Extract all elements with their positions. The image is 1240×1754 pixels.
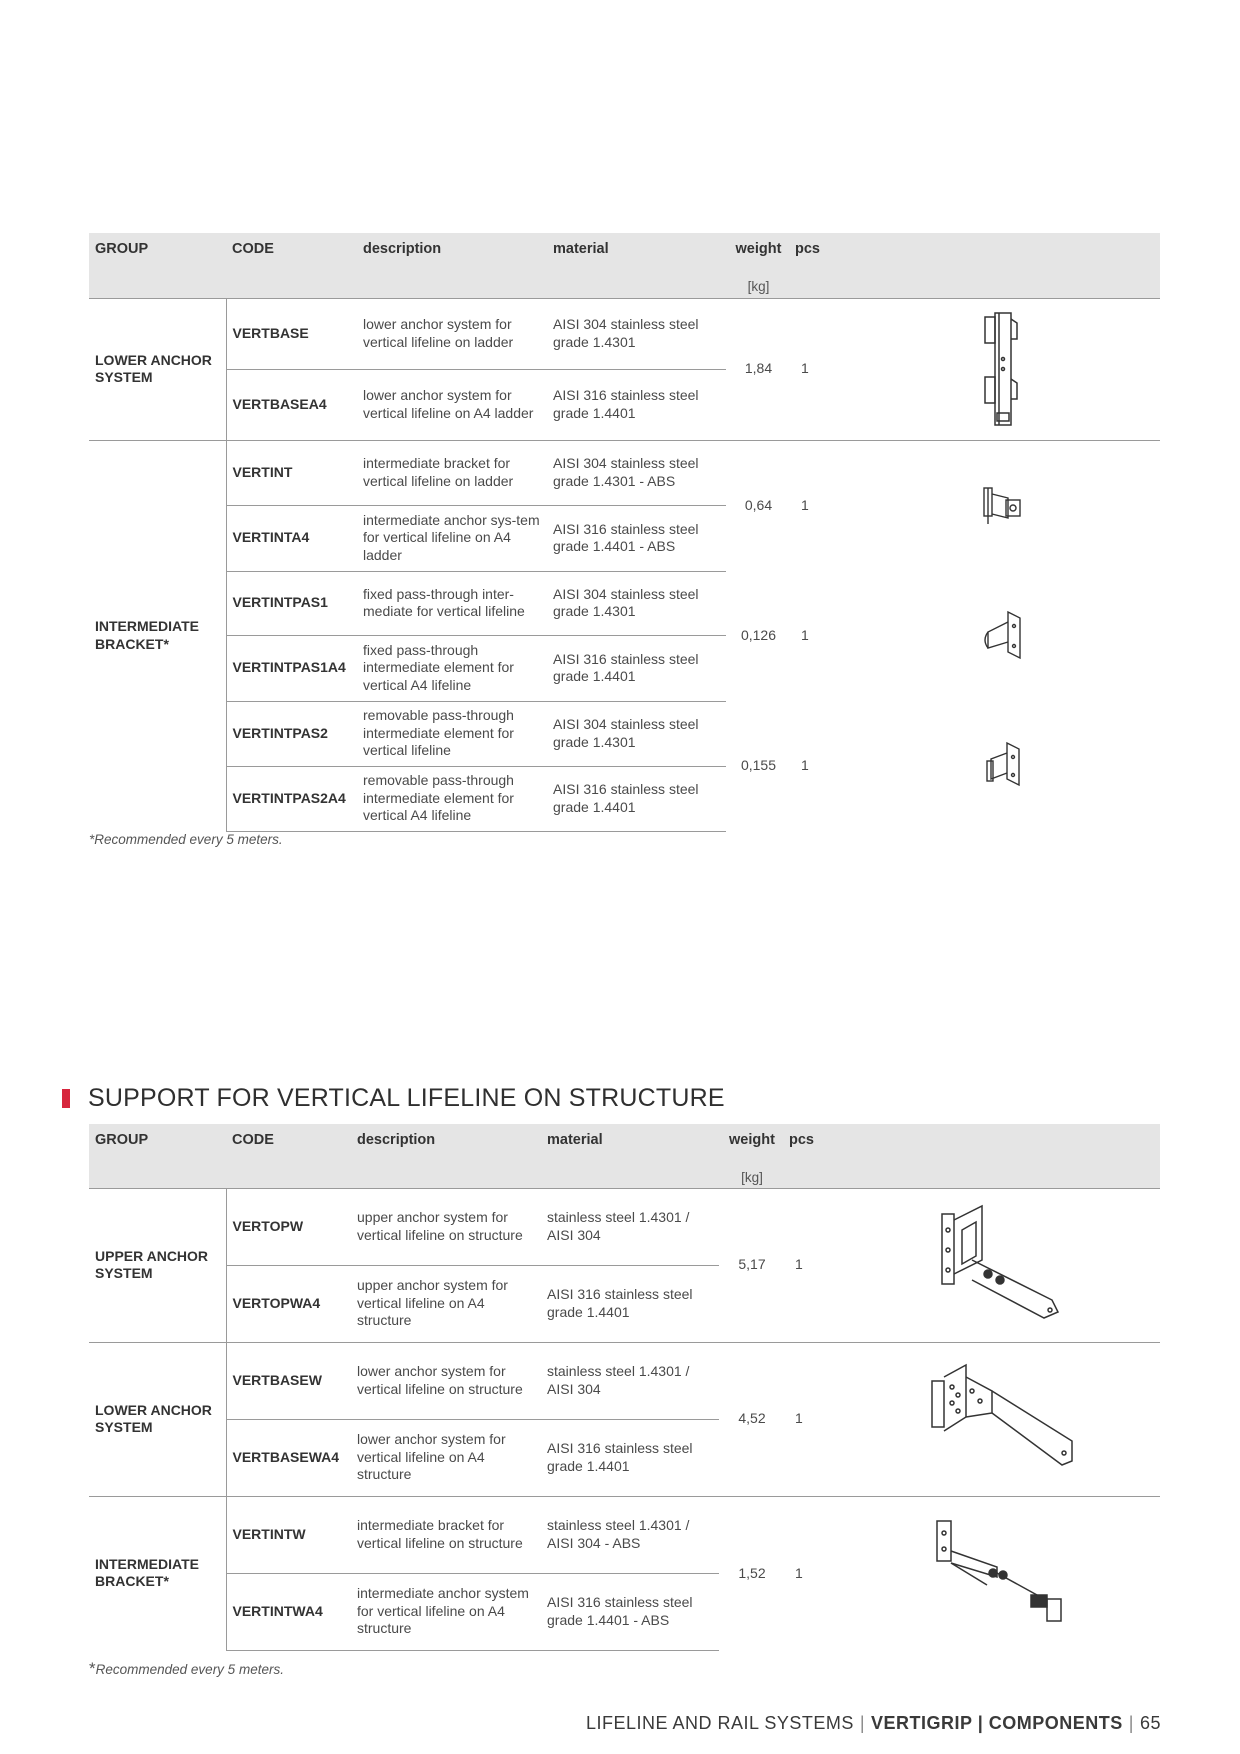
footnote: *Recommended every 5 meters. [89, 832, 283, 847]
material-cell: AISI 304 stainless steel grade 1.4301 - ABS [547, 440, 726, 505]
pcs-cell: 1 [791, 440, 846, 571]
code-cell: VERTOPW [226, 1188, 351, 1265]
header-pcs: pcs [791, 233, 846, 298]
pcs-cell: 1 [801, 757, 809, 774]
description-cell: intermediate anchor system for vertical lifeline on A4 structure [351, 1573, 541, 1650]
fixed-pass-through-icon [978, 608, 1028, 664]
upper-anchor-structure-icon [932, 1200, 1072, 1330]
pcs-cell: 1 [785, 1188, 843, 1342]
description-cell: fixed pass-through intermediate element for vertical A4 lifeline [357, 635, 547, 701]
group-cell: INTERMEDIATE BRACKET* [89, 440, 226, 831]
material-cell: AISI 316 stainless steel grade 1.4401 - ABS [541, 1573, 719, 1650]
intermediate-bracket-icon [978, 484, 1028, 528]
removable-pass-through-icon [979, 739, 1027, 793]
material-cell: stainless steel 1.4301 / AISI 304 [541, 1188, 719, 1265]
code-cell: VERTINTPAS1 [226, 571, 357, 635]
pcs-cell: 1 [785, 1342, 843, 1496]
code-cell: VERTINTPAS1A4 [226, 635, 357, 701]
lower-anchor-ladder-icon [973, 309, 1033, 429]
product-image [846, 701, 1160, 831]
description-cell: intermediate bracket for vertical lifeline on ladder [357, 440, 547, 505]
group-cell: LOWER ANCHOR SYSTEM [89, 298, 226, 440]
weight-cell: 0,126 [740, 627, 777, 644]
description-cell: intermediate anchor sys-tem for vertical lifeline on A4 ladder [357, 505, 547, 571]
intermediate-bracket-structure-icon [927, 1515, 1077, 1631]
weight-cell: 1,52 [719, 1496, 785, 1650]
weight-cell: 0,155 [740, 757, 777, 774]
group-cell: LOWER ANCHOR SYSTEM [89, 1342, 226, 1496]
description-cell: lower anchor system for vertical lifeline on A4 ladder [357, 369, 547, 440]
header-material: material [547, 233, 726, 298]
material-cell: AISI 316 stainless steel grade 1.4401 [541, 1265, 719, 1342]
header-code: CODE [226, 233, 357, 298]
product-image [846, 298, 1160, 440]
footnote: *Recommended every 5 meters. [89, 1659, 284, 1678]
description-cell: intermediate bracket for vertical lifeline on structure [351, 1496, 541, 1573]
code-cell: VERTINTPAS2A4 [226, 766, 357, 831]
material-cell: AISI 316 stainless steel grade 1.4401 - ABS [547, 505, 726, 571]
table-row [89, 1188, 1160, 1265]
material-cell: AISI 304 stainless steel grade 1.4301 [547, 298, 726, 369]
table-row [89, 440, 1160, 505]
header-description: description [357, 233, 547, 298]
weight-cell: 4,52 [719, 1342, 785, 1496]
product-image [843, 1188, 1160, 1342]
header-weight-unit: [kg] [747, 278, 770, 294]
page-footer: LIFELINE AND RAIL SYSTEMS | VERTIGRIP | COMPONENTS | 65 [585, 1713, 1161, 1733]
description-cell: removable pass-through intermediate element for vertical lifeline [357, 701, 547, 766]
code-cell: VERTBASEA4 [226, 369, 357, 440]
pcs-cell: 1 [785, 1496, 843, 1650]
group-cell: INTERMEDIATE BRACKET* [89, 1496, 226, 1650]
components-table-structure [89, 1124, 1160, 1651]
product-image [846, 571, 1160, 701]
header-group: GROUP [89, 233, 226, 298]
code-cell: VERTINTWA4 [226, 1573, 351, 1650]
description-cell: upper anchor system for vertical lifeline on A4 structure [351, 1265, 541, 1342]
material-cell: AISI 316 stainless steel grade 1.4401 [547, 369, 726, 440]
group-cell: UPPER ANCHOR SYSTEM [89, 1188, 226, 1342]
code-cell: VERTINTA4 [226, 505, 357, 571]
description-cell: lower anchor system for vertical lifeline on A4 structure [351, 1419, 541, 1496]
lower-anchor-structure-icon [922, 1361, 1082, 1477]
description-cell: lower anchor system for vertical lifeline on ladder [357, 298, 547, 369]
code-cell: VERTINTW [226, 1496, 351, 1573]
product-image [846, 440, 1160, 571]
code-cell: VERTBASE [226, 298, 357, 369]
material-cell: AISI 316 stainless steel grade 1.4401 [547, 766, 726, 831]
header-pcs: pcs [785, 1124, 843, 1188]
table-row [89, 571, 1160, 635]
header-group: GROUP [89, 1124, 226, 1188]
table-row [89, 1496, 1160, 1573]
table-header [89, 233, 1160, 298]
components-table-ladder [89, 233, 1160, 832]
description-cell: fixed pass-through inter-mediate for vertical lifeline [357, 571, 547, 635]
section-marker [62, 1089, 70, 1108]
code-cell: VERTINTPAS2 [226, 701, 357, 766]
header-weight: weight [kg] [719, 1124, 785, 1188]
material-cell: stainless steel 1.4301 / AISI 304 [541, 1342, 719, 1419]
code-cell: VERTINT [226, 440, 357, 505]
material-cell: AISI 316 stainless steel grade 1.4401 [547, 635, 726, 701]
product-image [843, 1342, 1160, 1496]
header-weight: weight [kg] [726, 233, 791, 298]
description-cell: removable pass-through intermediate element for vertical A4 lifeline [357, 766, 547, 831]
footer-product: VERTIGRIP | COMPONENTS [871, 1713, 1123, 1733]
material-cell: AISI 304 stainless steel grade 1.4301 [547, 701, 726, 766]
code-cell: VERTOPWA4 [226, 1265, 351, 1342]
material-cell: AISI 304 stainless steel grade 1.4301 [547, 571, 726, 635]
weight-cell: 0,64 [726, 440, 791, 571]
material-cell: stainless steel 1.4301 / AISI 304 - ABS [541, 1496, 719, 1573]
pcs-cell: 1 [801, 627, 809, 644]
product-image [843, 1496, 1160, 1650]
weight-cell: 5,17 [719, 1188, 785, 1342]
pcs-cell: 1 [791, 298, 846, 440]
header-code: CODE [226, 1124, 351, 1188]
description-cell: upper anchor system for vertical lifeline on structure [351, 1188, 541, 1265]
table-row [89, 298, 1160, 369]
section-title: SUPPORT FOR VERTICAL LIFELINE ON STRUCTURE [62, 1082, 725, 1114]
table-row [89, 701, 1160, 766]
weight-cell: 1,84 [726, 298, 791, 440]
table-header [89, 1124, 1160, 1188]
header-material: material [541, 1124, 719, 1188]
page-number: 65 [1139, 1713, 1161, 1733]
table-row [89, 1342, 1160, 1419]
material-cell: AISI 316 stainless steel grade 1.4401 [541, 1419, 719, 1496]
header-weight-unit: [kg] [741, 1169, 763, 1185]
description-cell: lower anchor system for vertical lifeline on structure [351, 1342, 541, 1419]
footer-section: LIFELINE AND RAIL SYSTEMS [585, 1713, 854, 1733]
header-description: description [351, 1124, 541, 1188]
code-cell: VERTBASEWA4 [226, 1419, 351, 1496]
code-cell: VERTBASEW [226, 1342, 351, 1419]
